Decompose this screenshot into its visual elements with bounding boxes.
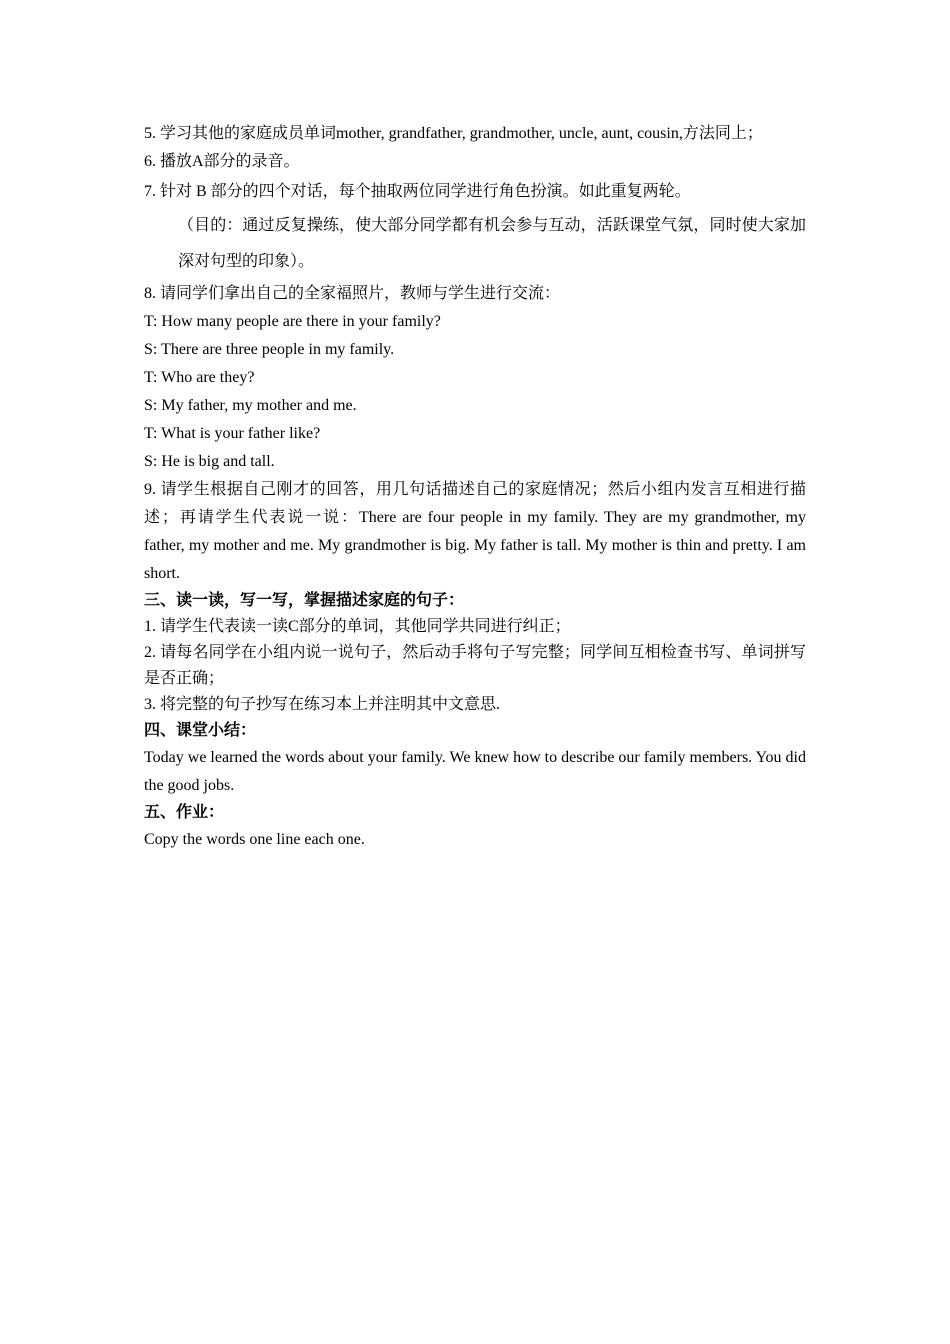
step-5: 5. 学习其他的家庭成员单词mother, grandfather, grandmother, uncle, aunt, cousin,方法同上； (144, 125, 763, 142)
dialogue-line: T: What is your father like? (144, 425, 321, 442)
dialogue-line: T: Who are they? (144, 369, 255, 386)
homework-text: Copy the words one line each one. (144, 831, 365, 848)
section-4-heading: 四、课堂小结： (144, 722, 257, 739)
section-3-item: 1. 请学生代表读一读C部分的单词，其他同学共同进行纠正； (144, 618, 571, 635)
summary-text: Today we learned the words about your family. We knew how to describe our family members. You did the good jobs. (144, 749, 806, 794)
step-6: 6. 播放A部分的录音。 (144, 153, 300, 170)
purpose-note: （目的：通过反复操练，使大部分同学都有机会参与互动，活跃课堂气氛，同时使大家加深对句型的印象）。 (178, 217, 806, 270)
section-3-heading: 三、读一读，写一写，掌握描述家庭的句子： (144, 592, 465, 609)
dialogue-line: S: There are three people in my family. (144, 341, 395, 358)
document-body (144, 120, 806, 854)
section-3-item: 2. 请每名同学在小组内说一说句子，然后动手将句子写完整；同学间互相检查书写、单词拼写是否正确； (144, 644, 806, 687)
dialogue-line: S: My father, my mother and me. (144, 397, 357, 414)
step-7: 7. 针对 B 部分的四个对话，每个抽取两位同学进行角色扮演。如此重复两轮。 (144, 183, 691, 200)
dialogue (144, 308, 806, 476)
dialogue-line: S: He is big and tall. (144, 453, 275, 470)
dialogue-line: T: How many people are there in your family? (144, 313, 441, 330)
section-3-item: 3. 将完整的句子抄写在练习本上并注明其中文意思. (144, 696, 501, 713)
step-9: 9. 请学生根据自己刚才的回答，用几句话描述自己的家庭情况；然后小组内发言互相进行描述；再请学生代表说一说：There are four people in my family. They are my grandmother, my father, my mother and me. My grandmother is big. My father is tall. My mother is thin and pretty. I am short. (144, 481, 806, 582)
step-8: 8. 请同学们拿出自己的全家福照片，教师与学生进行交流： (144, 285, 561, 302)
section-5-heading: 五、作业： (144, 804, 225, 821)
